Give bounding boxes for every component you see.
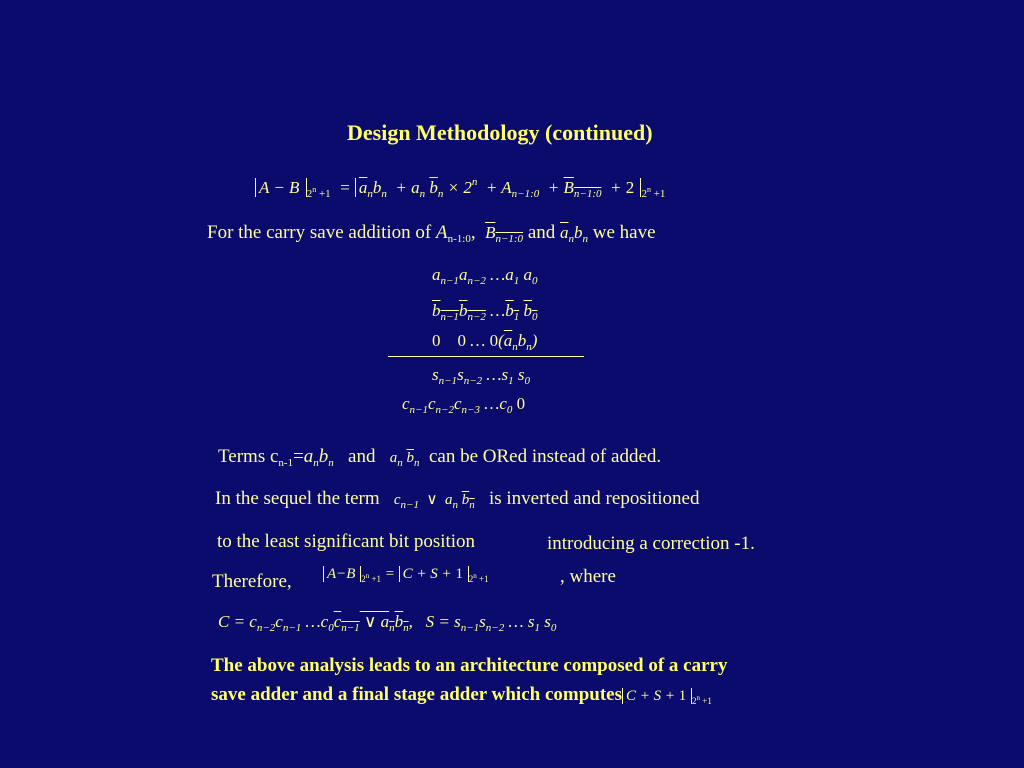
c-s-definition: $C = c_{n-2}c_{n-1}$ $\dots c_0c_{n-1}$ ∨ $a_nb_n$, $S = s_{n-1}s_{n-2}$ … $s_1$ $s_0$ xyxy=(218,612,557,634)
carry-save-and: and xyxy=(527,222,556,243)
least-significant-line: to the least significant bit position xyxy=(217,531,476,552)
conclusion-line-1: The above analysis leads to an architecture composed of a carry xyxy=(211,655,728,676)
terms-and: and xyxy=(348,446,376,467)
therefore-equation: A−B $_{2^n +1}$ = C + S + 1 $_{2^n +1}$ xyxy=(323,566,489,584)
sequel-suffix: is inverted and repositioned xyxy=(488,488,700,509)
row-a: $a_{n-1}a_{n-2}$ $\dots a_1$ $a_0$ xyxy=(432,265,538,287)
row-b: $b_{n-1}b_{n-2}$ $\dots b_1$ $b_0$ xyxy=(432,301,538,323)
conclusion-line-2: save adder and a final stage adder which computes C + S + 1 $_{2^n +1}$ xyxy=(211,684,712,706)
main-equation: A − B $_{2^n +1} = \overline{a}_nb_n + a_n$ $\overline{b}_n \times 2^n + A_{n-1:0} + B_{n-1:0} + 2$ $_{2^n +1}$ xyxy=(255,176,665,200)
therefore-label: Therefore, xyxy=(212,571,292,592)
row-zero: 0 0 … $0(\overline{a}_nb_n)$ xyxy=(432,331,538,353)
carry-save-prefix: For the carry save addition of xyxy=(207,222,432,243)
terms-suffix: can be ORed instead of added. xyxy=(428,446,662,467)
carry-save-line: For the carry save addition of $A_{n-1:0}$, $B_{n-1:0}$ and $\overline{a}_nb_n$ we have xyxy=(207,222,656,245)
conclusion-line-2-text: save adder and a final stage adder which computes xyxy=(211,684,622,705)
where-label: , where xyxy=(560,566,616,587)
terms-prefix: Terms c xyxy=(218,446,279,467)
sequel-line: In the sequel the term $c_{n-1}$ ∨ $a_n$ $b_n$ is inverted and repositioned xyxy=(215,488,700,511)
terms-line: Terms $c_{n-1}=a_nb_n$ and $a_n$ $\overline{b}_n$ can be ORed instead of added. xyxy=(218,446,662,469)
carry-save-suffix: we have xyxy=(592,222,656,243)
row-s: $s_{n-1}s_{n-2}$ $\dots s_1$ $s_0$ xyxy=(432,365,530,387)
sequel-prefix: In the sequel the term xyxy=(215,488,380,509)
page-title: Design Methodology (continued) xyxy=(347,120,653,145)
correction-line: introducing a correction -1. xyxy=(547,533,755,554)
sum-rule xyxy=(388,356,584,357)
row-c: $c_{n-1}c_{n-2}c_{n-3}$ $\dots c_0$ 0 xyxy=(402,394,526,416)
